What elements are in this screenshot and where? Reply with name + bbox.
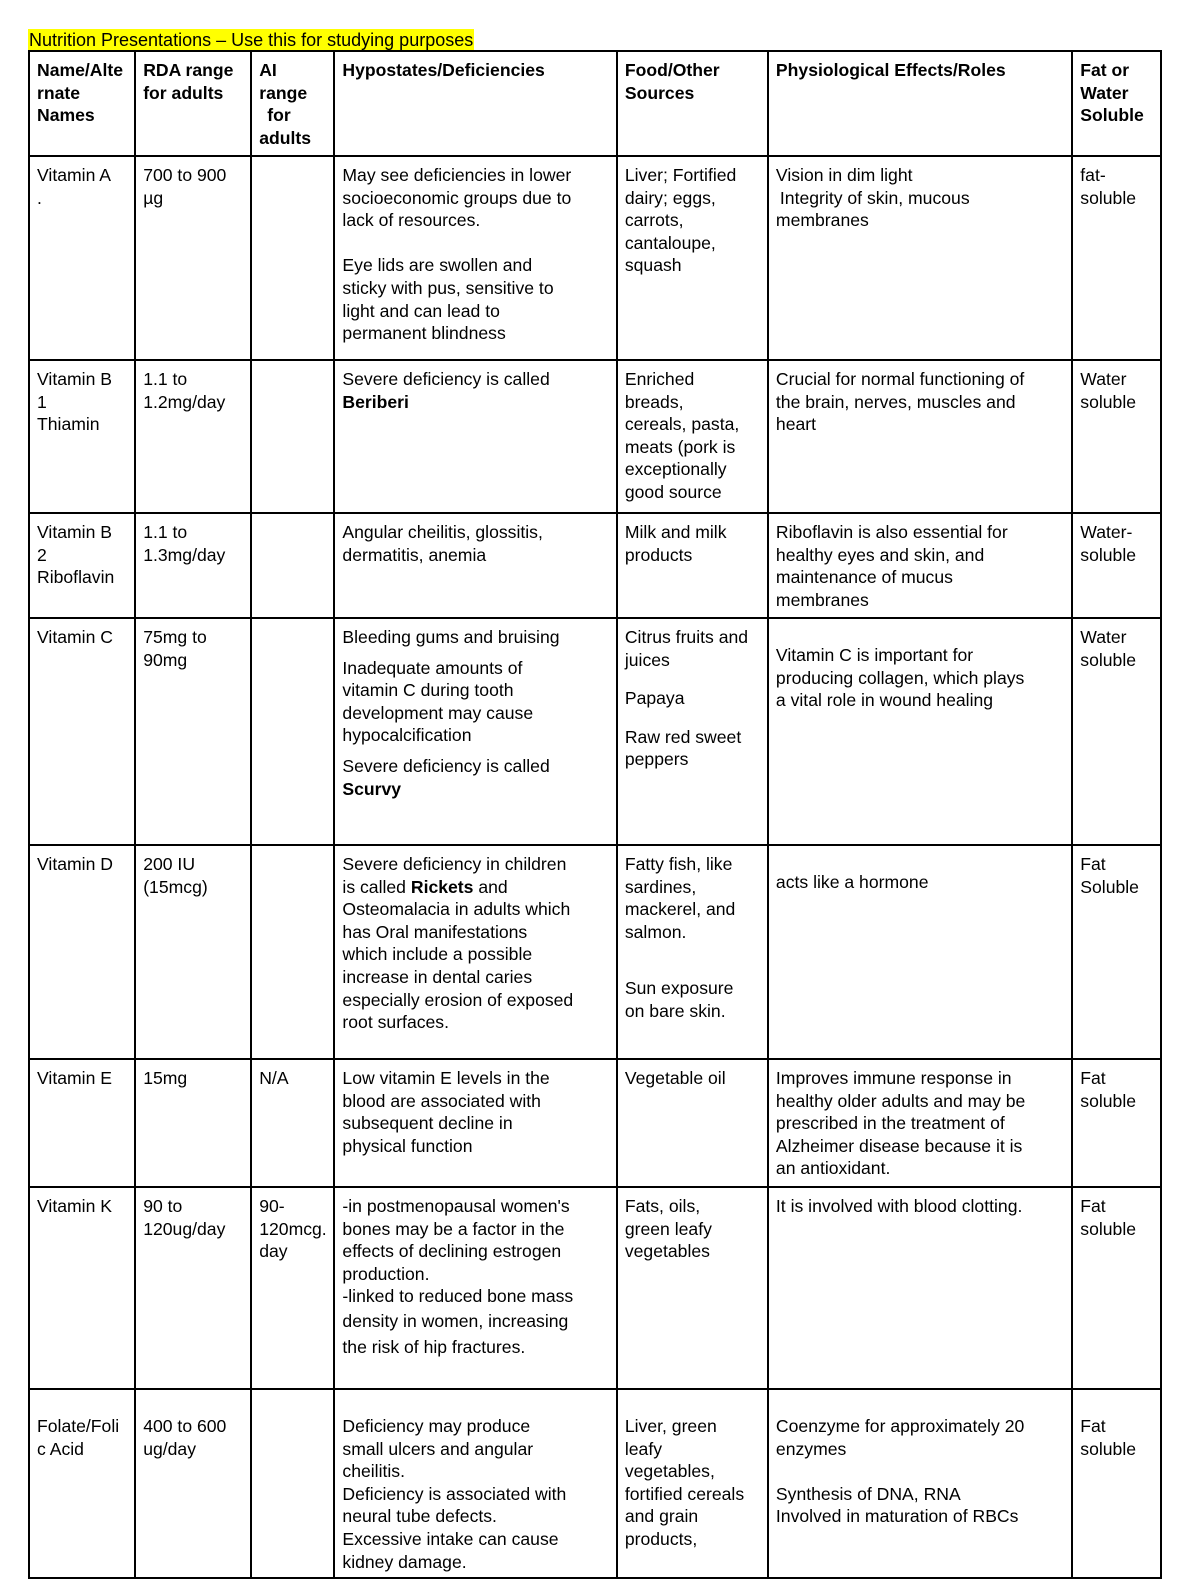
header-name: Name/Alte rnate Names (29, 51, 135, 156)
cell-ai (251, 1389, 334, 1578)
cell-soluble: fat- soluble (1072, 156, 1161, 360)
table-row (29, 1187, 1161, 1389)
cell-name: Vitamin D (29, 845, 135, 1059)
cell-name: Vitamin C (29, 618, 135, 845)
cell-name: Folate/Foli c Acid (29, 1389, 135, 1578)
cell-soluble: Fat soluble (1072, 1059, 1161, 1187)
cell-deficiency: Low vitamin E levels in the blood are associated with subsequent decline in physical function (334, 1059, 616, 1187)
cell-ai (251, 618, 334, 845)
cell-soluble: Water- soluble (1072, 513, 1161, 618)
cell-ai (251, 845, 334, 1059)
cell-rda: 90 to 120ug/day (135, 1187, 251, 1389)
cell-ai (251, 360, 334, 513)
cell-soluble: Fat soluble (1072, 1389, 1161, 1578)
table-row (29, 845, 1161, 1059)
cell-effects: Coenzyme for approximately 20 enzymes Synthesis of DNA, RNA Involved in maturation of RBCs (768, 1389, 1072, 1578)
header-food: Food/Other Sources (617, 51, 768, 156)
cell-soluble: Water soluble (1072, 618, 1161, 845)
cell-food: Fatty fish, like sardines, mackerel, and salmon. Sun exposure on bare skin. (617, 845, 768, 1059)
table-row (29, 513, 1161, 618)
cell-deficiency: Severe deficiency is called Beriberi (334, 360, 616, 513)
cell-food: Liver; Fortified dairy; eggs, carrots, cantaloupe, squash (617, 156, 768, 360)
cell-ai: 90- 120mcg. day (251, 1187, 334, 1389)
cell-effects: Improves immune response in healthy older adults and may be prescribed in the treatment of Alzheimer disease because it is an antioxidant. (768, 1059, 1072, 1187)
table-row (29, 618, 1161, 845)
cell-food: Enriched breads, cereals, pasta, meats (pork is exceptionally good source (617, 360, 768, 513)
cell-name: Vitamin B 1 Thiamin (29, 360, 135, 513)
header-soluble: Fat or Water Soluble (1072, 51, 1161, 156)
cell-name: Vitamin A . (29, 156, 135, 360)
cell-food: Fats, oils, green leafy vegetables (617, 1187, 768, 1389)
header-effects: Physiological Effects/Roles (768, 51, 1072, 156)
cell-soluble: Fat Soluble (1072, 845, 1161, 1059)
cell-rda: 75mg to 90mg (135, 618, 251, 845)
cell-deficiency: -in postmenopausal women's bones may be a factor in the effects of declining estrogen production. -linked to reduced bone mass density in women, increasing the risk of hip fractures. (334, 1187, 616, 1389)
cell-effects: Vitamin C is important for producing collagen, which plays a vital role in wound healing (768, 618, 1072, 845)
cell-rda: 15mg (135, 1059, 251, 1187)
cell-effects: It is involved with blood clotting. (768, 1187, 1072, 1389)
header-rda: RDA range for adults (135, 51, 251, 156)
cell-deficiency: Bleeding gums and bruising Inadequate amounts of vitamin C during tooth development may cause hypocalcification Severe deficiency is called Scurvy (334, 618, 616, 845)
table-row (29, 1389, 1161, 1578)
cell-ai (251, 156, 334, 360)
cell-deficiency: Severe deficiency in children is called Rickets and Osteomalacia in adults which has Oral manifestations which include a possible increase in dental caries especially erosion of exposed root surfaces. (334, 845, 616, 1059)
cell-name: Vitamin K (29, 1187, 135, 1389)
cell-ai: N/A (251, 1059, 334, 1187)
cell-deficiency: Deficiency may produce small ulcers and angular cheilitis. Deficiency is associated with neural tube defects. Excessive intake can cause kidney damage. (334, 1389, 616, 1578)
cell-food: Vegetable oil (617, 1059, 768, 1187)
cell-effects: Vision in dim light Integrity of skin, mucous membranes (768, 156, 1072, 360)
cell-rda: 400 to 600 ug/day (135, 1389, 251, 1578)
page-title: Nutrition Presentations – Use this for studying purposes (29, 30, 474, 50)
cell-rda: 200 IU (15mcg) (135, 845, 251, 1059)
table-row (29, 360, 1161, 513)
cell-food: Milk and milk products (617, 513, 768, 618)
cell-effects: Crucial for normal functioning of the brain, nerves, muscles and heart (768, 360, 1072, 513)
cell-name: Vitamin E (29, 1059, 135, 1187)
cell-name: Vitamin B 2 Riboflavin (29, 513, 135, 618)
cell-soluble: Water soluble (1072, 360, 1161, 513)
table-row (29, 156, 1161, 360)
cell-deficiency: May see deficiencies in lower socioeconomic groups due to lack of resources. Eye lids are swollen and sticky with pus, sensitive to light and can lead to permanent blindness (334, 156, 616, 360)
cell-rda: 700 to 900 µg (135, 156, 251, 360)
table-row (29, 1059, 1161, 1187)
cell-deficiency: Angular cheilitis, glossitis, dermatitis, anemia (334, 513, 616, 618)
cell-rda: 1.1 to 1.3mg/day (135, 513, 251, 618)
nutrition-table (28, 50, 1162, 1579)
cell-soluble: Fat soluble (1072, 1187, 1161, 1389)
cell-effects: Riboflavin is also essential for healthy eyes and skin, and maintenance of mucus membranes (768, 513, 1072, 618)
header-ai: AI range for adults (251, 51, 334, 156)
cell-ai (251, 513, 334, 618)
cell-rda: 1.1 to 1.2mg/day (135, 360, 251, 513)
cell-food: Citrus fruits and juices Papaya Raw red sweet peppers (617, 618, 768, 845)
cell-effects: acts like a hormone (768, 845, 1072, 1059)
header-deficiency: Hypostates/Deficiencies (334, 51, 616, 156)
cell-food: Liver, green leafy vegetables, fortified cereals and grain products, (617, 1389, 768, 1578)
header-row (29, 51, 1161, 156)
